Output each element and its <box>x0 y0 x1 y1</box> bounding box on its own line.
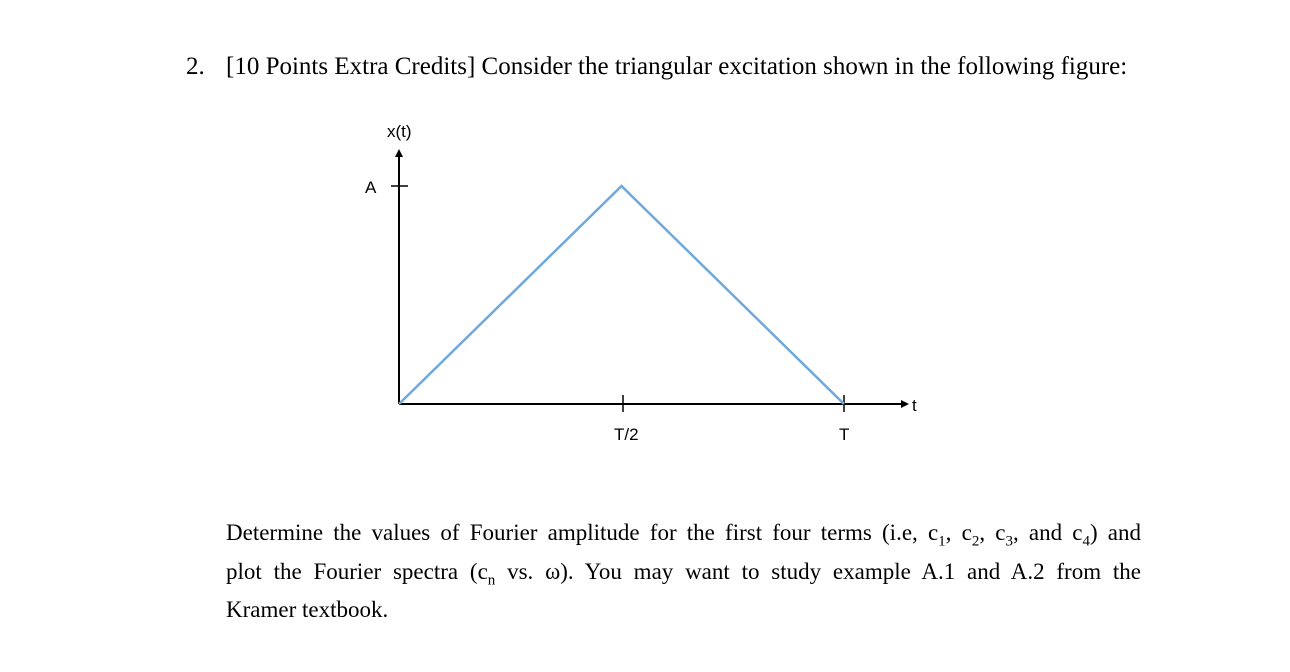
line2-text-a: plot the Fourier spectra (c <box>226 558 488 584</box>
subscript-3: 3 <box>1005 533 1013 550</box>
x-tick-label-half-period: T/2 <box>614 425 639 444</box>
subscript-2: 2 <box>971 533 980 550</box>
y-tick-label-a: A <box>365 178 377 197</box>
paragraph-line-2 <box>226 557 1141 596</box>
y-axis-label: x(t) <box>387 122 412 141</box>
question-number: 2. <box>186 53 205 80</box>
line2-text-b: vs. ω). You may want to study example A.1 and A.2 from the <box>495 558 1141 584</box>
sep-3: , and c <box>1012 520 1083 545</box>
x-axis-label: t <box>912 396 917 415</box>
paragraph-line-3: Kramer textbook. <box>226 597 389 623</box>
line1-text-a: Determine the values of Fourier amplitude for the first four terms (i.e, c <box>226 520 939 545</box>
paragraph-line-1 <box>226 518 1141 557</box>
x-tick-label-period: T <box>839 425 850 444</box>
subscript-1: 1 <box>938 533 946 550</box>
triangle-signal-line <box>399 186 844 404</box>
sep-2: , c <box>979 520 1006 545</box>
subscript-n: n <box>487 572 496 589</box>
line1-text-b: ) and <box>1089 520 1142 545</box>
subscript-4: 4 <box>1082 533 1090 550</box>
question-text: [10 Points Extra Credits] Consider the triangular excitation shown in the following figure: <box>226 53 1128 80</box>
sep-1: , c <box>945 520 972 545</box>
instructions-paragraph <box>226 518 1141 624</box>
